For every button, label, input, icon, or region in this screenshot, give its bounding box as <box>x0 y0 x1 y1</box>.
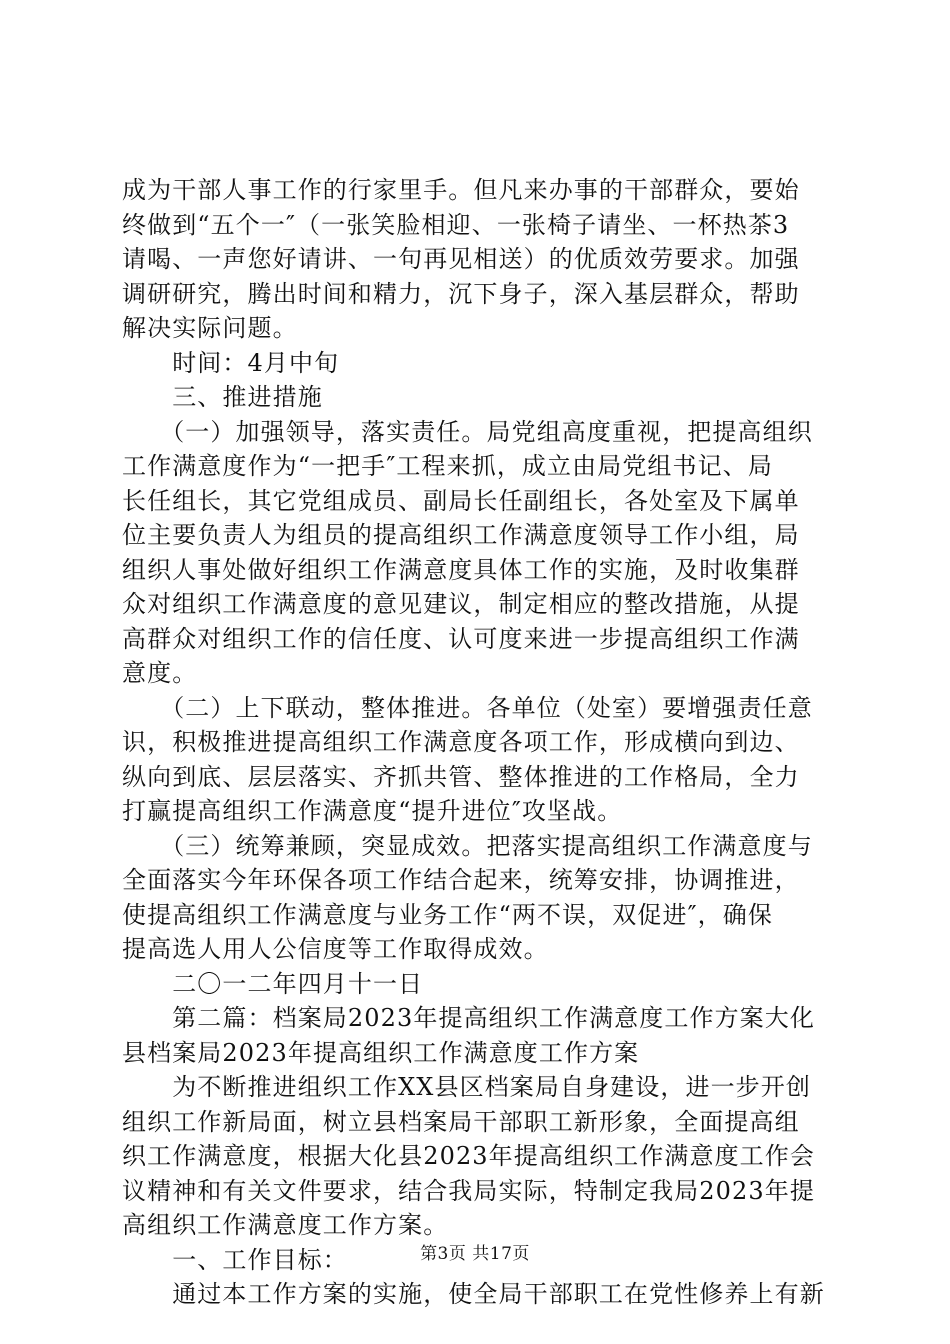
text-line: 位主要负责人为组员的提高组织工作满意度领导工作小组，局 <box>122 521 800 549</box>
text-line: 识，积极推进提高组织工作满意度各项工作，形成横向到边、 <box>122 728 800 756</box>
text-line: 组织工作新局面，树立县档案局干部职工新形象，全面提高组 <box>122 1107 800 1136</box>
text-line: 成为干部人事工作的行家里手。但凡来办事的干部群众，要始 <box>122 176 800 204</box>
text-line: 解决实际问题。 <box>122 314 298 342</box>
section-heading: 一、工作目标： <box>122 1245 348 1274</box>
text-line: 高组织工作满意度工作方案。 <box>122 1211 449 1239</box>
text-line: （一）加强领导，落实责任。局党组高度重视，把提高组织 <box>122 417 813 446</box>
date-line: 二〇一二年四月十一日 <box>122 969 424 998</box>
text-line: 请喝、一声您好请讲、一句再见相送）的优质效劳要求。加强 <box>122 245 800 273</box>
text-line: 织工作满意度，根据大化县2023年提高组织工作满意度工作会 <box>122 1142 815 1170</box>
text-line: 通过本工作方案的实施，使全局干部职工在党性修养上有新 <box>122 1280 825 1308</box>
text-line: 工作满意度作为“一把手″工程来抓，成立由局党组书记、局 <box>122 452 773 480</box>
section-heading: 三、推进措施 <box>122 383 323 411</box>
document-body <box>122 173 834 1312</box>
page-footer <box>0 1243 950 1265</box>
text-line: （二）上下联动，整体推进。各单位（处室）要增强责任意 <box>122 693 813 722</box>
text-line: 为不断推进组织工作XX县区档案局自身建设，进一步开创 <box>122 1073 811 1101</box>
text-line: （三）统筹兼顾，突显成效。把落实提高组织工作满意度与 <box>122 831 813 860</box>
text-line: 众对组织工作满意度的意见建议，制定相应的整改措施，从提 <box>122 590 800 618</box>
text-line: 议精神和有关文件要求，结合我局实际，特制定我局2023年提 <box>122 1176 815 1205</box>
text-line: 全面落实今年环保各项工作结合起来，统筹安排，协调推进， <box>122 866 800 894</box>
text-line: 时间：4月中旬 <box>122 348 340 377</box>
text-line: 组织人事处做好组织工作满意度具体工作的实施，及时收集群 <box>122 555 800 584</box>
text-line: 调研研究，腾出时间和精力，沉下身子，深入基层群众，帮助 <box>122 279 800 308</box>
text-line: 使提高组织工作满意度与业务工作“两不误，双促进″，确保 <box>122 900 773 929</box>
text-line: 高群众对组织工作的信任度、认可度来进一步提高组织工作满 <box>122 624 800 653</box>
text-line: 意度。 <box>122 659 198 687</box>
text-line: 打赢提高组织工作满意度“提升进位″攻坚战。 <box>122 797 623 825</box>
text-line: 提高选人用人公信度等工作取得成效。 <box>122 935 549 963</box>
text-line: 长任组长，其它党组成员、副局长任副组长，各处室及下属单 <box>122 486 800 515</box>
chapter-title: 第二篇：档案局2023年提高组织工作满意度工作方案大化 <box>122 1004 815 1032</box>
chapter-title: 县档案局2023年提高组织工作满意度工作方案 <box>122 1038 640 1067</box>
text-line: 终做到“五个一″（一张笑脸相迎、一张椅子请坐、一杯热茶3 <box>122 210 790 239</box>
text-line: 纵向到底、层层落实、齐抓共管、整体推进的工作格局，全力 <box>122 762 800 791</box>
page-number: 第3页 共17页 <box>420 1244 530 1264</box>
